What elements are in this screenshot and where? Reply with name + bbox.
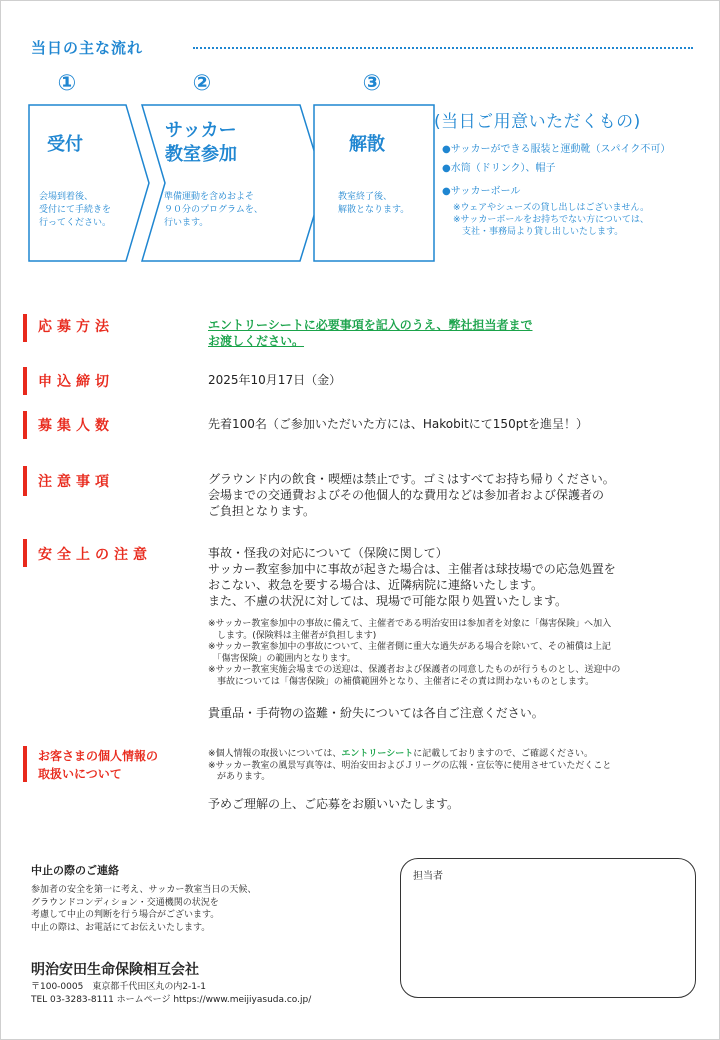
deadline-bar (23, 367, 27, 395)
prep-notes: ※ウェアやシューズの貸し出しはございません。 ※サッカーボールをお持ちでない方については、 支社・事務局より貸し出しいたします。 (453, 203, 650, 237)
prep-title: (当日ご用意いただくもの) (434, 112, 641, 132)
prep-item: ●サッカーができる服装と運動靴（スパイク不可） (442, 144, 671, 155)
step-3-box (314, 105, 434, 261)
cancel-text: 参加者の安全を第一に考え、サッカー教室当日の天候、 グラウンドコンディション・交通機関の状況を 考慮して中止の判断を行う場合がございます。 中止の際は、お電話にてお伝えいたします。 (31, 885, 257, 933)
step-3-description: 教室終了後、 解散となります。 (338, 192, 410, 215)
notes-label: 注意事項 (38, 474, 114, 490)
deadline-text: 2025年10月17日（金） (208, 373, 342, 387)
company-address: 〒100-0005 東京都千代田区丸の内2-1-1 TEL 03-3283-8111 ホームページ https://www.meijiyasuda.co.jp/ (31, 982, 312, 1005)
capacity-bar (23, 411, 27, 439)
step-2-number: ② (192, 71, 212, 96)
deadline-label: 申込締切 (38, 374, 114, 390)
apply-label: 応募方法 (38, 319, 114, 335)
step-3-number: ③ (362, 71, 382, 96)
cancel-title: 中止の際のご連絡 (31, 864, 119, 877)
prep-item: ●水筒（ドリンク）、帽子 (442, 163, 556, 174)
safety-bar (23, 539, 27, 567)
safety-text: 事故・怪我の対応について（保険に関して） サッカー教室参加中に事故が起きた場合は、主催者は球技場での応急処置を おこない、救急を要する場合は、近隣病院に連絡いたします。 また、不慮の状況に対しては、現場で可能な限り処置いたします。 (208, 546, 616, 608)
step-1-title: 受付 (47, 134, 83, 155)
capacity-label: 募集人数 (38, 418, 114, 434)
safety-footer: 貴重品・手荷物の盗難・紛失については各自ご注意ください。 (208, 706, 544, 720)
notes-bar (23, 466, 27, 496)
flow-section-title: 当日の主な流れ (31, 39, 144, 57)
step-1-chevron (29, 105, 149, 261)
safety-label: 安全上の注意 (38, 547, 152, 563)
safety-insurance-notes: ※サッカー教室参加中の事故に備えて、主催者である明治安田は参加者を対象に「傷害保険」へ加入 します。(保険料は主催者が負担します) ※サッカー教室参加中の事故について、主催者側に重大な過失がある場合を除いて、その補償は上記 「傷害保険」の範囲内となります。 ※サッカー教室実施会場までの送迎は、保護者および保護者の同意したものが行うものとし、送迎中の 事故については「傷害保険」の補償範囲外となり、主催者にその責は問わないものとします。 (208, 619, 621, 687)
step-3-title: 解散 (349, 134, 385, 155)
prep-item: ●サッカーボール (442, 186, 521, 197)
capacity-text: 先着100名（ご参加いただいた方には、Hakobitにて150ptを進呈！） (208, 417, 589, 431)
apply-text: エントリーシートに必要事項を記入のうえ、弊社担当者まで お渡しください。 (208, 318, 533, 348)
step-2-title: サッカー 教室参加 (165, 120, 237, 165)
entry-sheet-link: エントリーシート (341, 749, 414, 759)
privacy-notes: ※個人情報の取扱いについては、エントリーシートに記載しておりますので、ご確認ください。 ※サッカー教室の風景写真等は、明治安田およびＪリーグの広報・宣伝等に使用させていただくこと があります。 (208, 749, 612, 782)
privacy-label: お客さまの個人情報の 取扱いについて (38, 749, 159, 781)
step-1-number: ① (57, 71, 77, 96)
contact-person-box (400, 858, 696, 998)
step-2-description: 準備運動を含めおよそ ９０分のプログラムを、 行います。 (164, 192, 263, 228)
step-1-description: 会場到着後、 受付にて手続きを 行ってください。 (39, 192, 112, 228)
company-name: 明治安田生命保険相互会社 (31, 962, 199, 978)
privacy-bar (23, 746, 27, 782)
contact-person-label: 担当者 (413, 871, 443, 882)
notes-text: グラウンド内の飲食・喫煙は禁止です。ゴミはすべてお持ち帰りください。 会場までの交通費およびその他個人的な費用などは参加者および保護者の ご負担となります。 (208, 472, 615, 518)
privacy-footer: 予めご理解の上、ご応募をお願いいたします。 (208, 797, 460, 811)
apply-bar (23, 314, 27, 342)
